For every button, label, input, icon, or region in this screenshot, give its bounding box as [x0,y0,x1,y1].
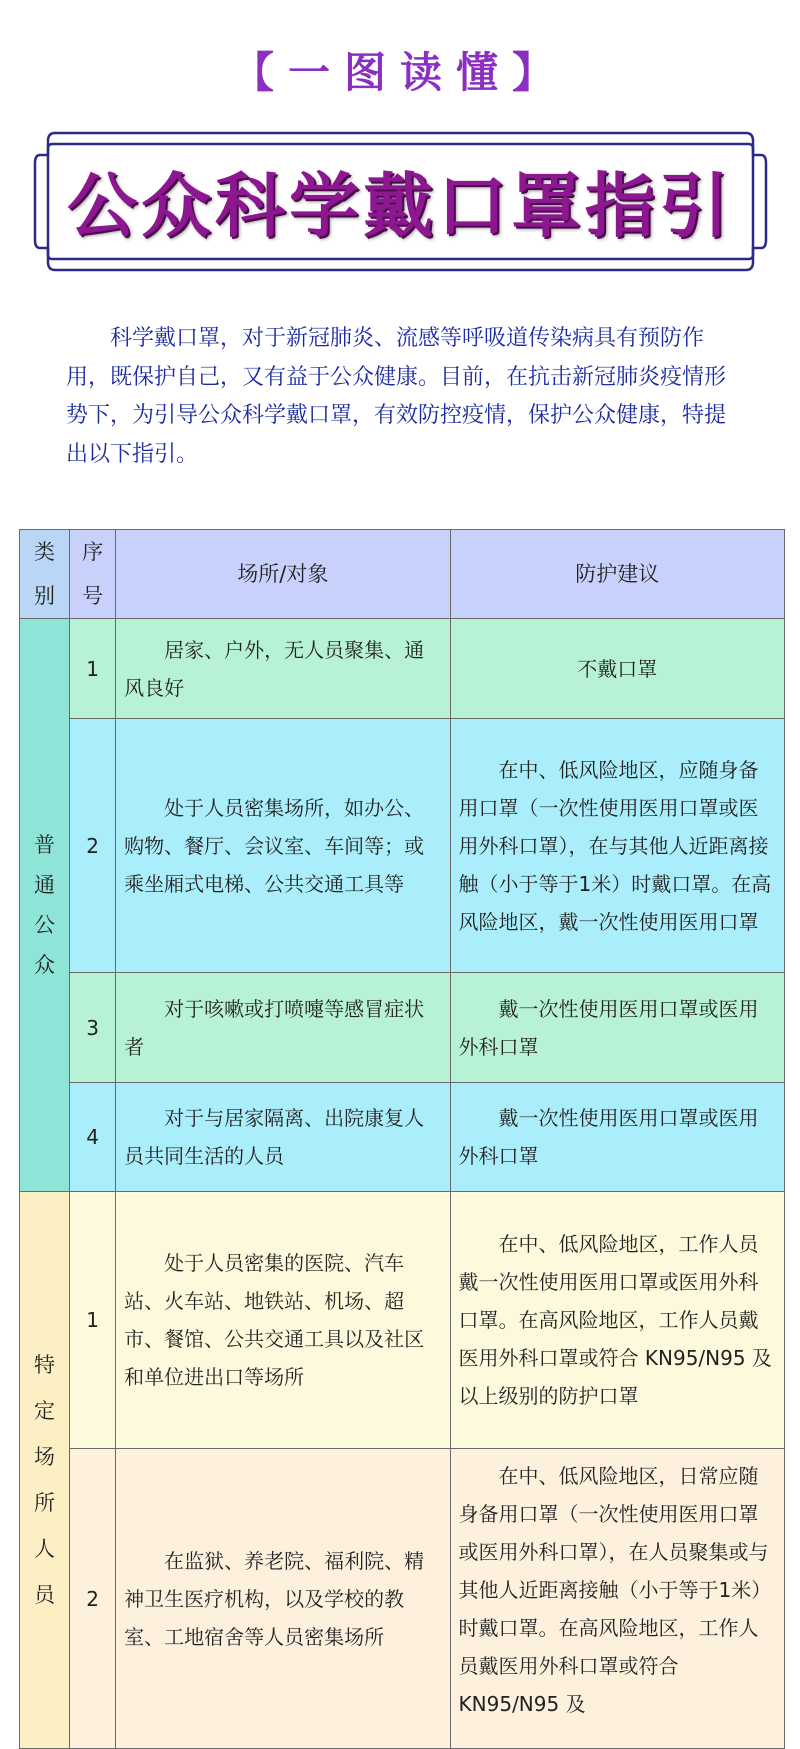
row-number: 2 [70,719,116,973]
row-place: 居家、户外，无人员聚集、通风良好 [116,619,450,719]
row-advice: 戴一次性使用医用口罩或医用外科口罩 [450,973,784,1083]
category-label: 普通公众 [34,833,56,977]
table-row [20,973,785,1083]
row-advice: 不戴口罩 [450,619,784,719]
page-title: 公众科学戴口罩指引 [67,165,733,247]
table-row [20,719,785,973]
row-number: 1 [70,1192,116,1449]
row-place: 对于咳嗽或打喷嚏等感冒症状者 [116,973,450,1083]
row-advice: 在中、低风险地区，工作人员戴一次性使用医用口罩或医用外科口罩。在高风险地区，工作人员戴医用外科口罩或符合 KN95/N95 及以上级别的防护口罩 [450,1192,784,1449]
header-place: 场所/对象 [116,530,450,619]
row-advice: 在中、低风险地区，应随身备用口罩（一次性使用医用口罩或医用外科口罩），在与其他人近距离接触（小于等于1米）时戴口罩。在高风险地区，戴一次性使用医用口罩 [450,719,784,973]
row-number: 2 [70,1449,116,1749]
row-number: 3 [70,973,116,1083]
row-place: 处于人员密集的医院、汽车站、火车站、地铁站、机场、超市、餐馆、公共交通工具以及社区和单位进出口等场所 [116,1192,450,1449]
row-advice: 在中、低风险地区，日常应随身备用口罩（一次性使用医用口罩或医用外科口罩），在人员聚集或与其他人近距离接触（小于等于1米）时戴口罩。在高风险地区，工作人员戴医用外科口罩或符合 KN95/N95 及 [450,1449,784,1749]
table-row [20,1083,785,1192]
header-category: 类别 [20,530,70,619]
table-header-row [20,530,785,619]
table-row [20,619,785,719]
mask-guidance-table [19,529,785,1749]
row-number: 4 [70,1083,116,1192]
row-place: 对于与居家隔离、出院康复人员共同生活的人员 [116,1083,450,1192]
header-advice: 防护建议 [450,530,784,619]
subtitle: 【一图读懂】 [231,48,568,97]
table-row [20,1192,785,1449]
row-advice: 戴一次性使用医用口罩或医用外科口罩 [450,1083,784,1192]
category-general [20,619,70,1192]
intro-paragraph: 科学戴口罩，对于新冠肺炎、流感等呼吸道传染病具有预防作用，既保护自己，又有益于公众健康。目前，在抗击新冠肺炎疫情形势下，为引导公众科学戴口罩，有效防控疫情，保护公众健康，特提出以下指引。 [66,326,727,467]
row-place: 处于人员密集场所，如办公、购物、餐厅、会议室、车间等；或乘坐厢式电梯、公共交通工具等 [116,719,450,973]
row-place: 在监狱、养老院、福利院、精神卫生医疗机构，以及学校的教室、工地宿舍等人员密集场所 [116,1449,450,1749]
table-row [20,1449,785,1749]
header-number: 序号 [70,530,116,619]
category-label: 特定场所人员 [34,1353,56,1607]
row-number: 1 [70,619,116,719]
category-special [20,1192,70,1749]
